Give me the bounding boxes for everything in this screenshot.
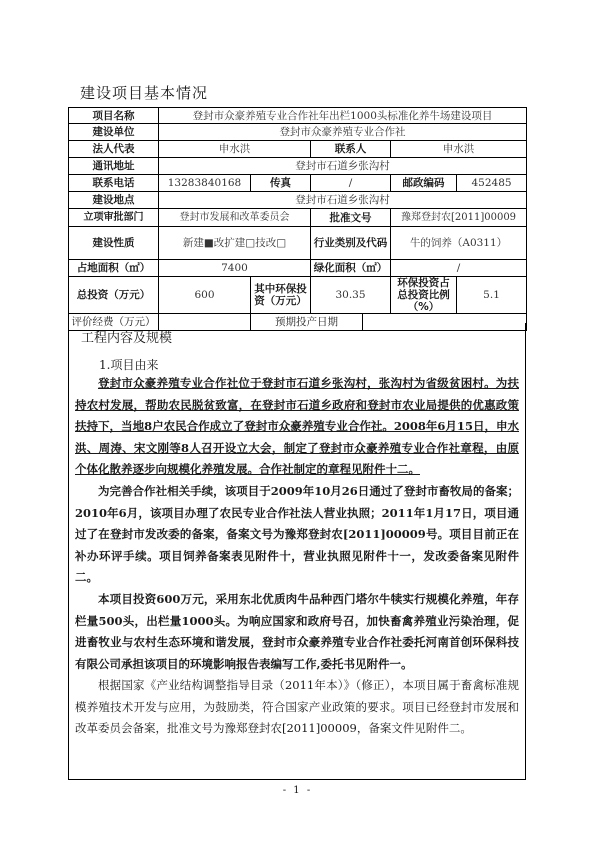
phone-label: 联系电话 (69, 175, 159, 192)
invest-value: 600 (159, 277, 251, 314)
contact-label: 联系人 (311, 141, 391, 158)
legal-rep-label: 法人代表 (69, 141, 159, 158)
basic-info-table (68, 107, 527, 331)
postcode-value: 452485 (457, 175, 527, 192)
contact-value: 申水洪 (391, 141, 527, 158)
page-title: 建设项目基本情况 (80, 84, 209, 102)
prod-date-label: 预期投产日期 (251, 314, 363, 331)
unit-label: 建设单位 (69, 124, 159, 141)
approval-dept-value: 登封市发展和改革委员会 (159, 209, 311, 227)
postcode-label: 邮政编码 (391, 175, 457, 192)
table-row (69, 141, 527, 158)
address-value: 登封市石道乡张沟村 (159, 158, 527, 175)
project-content-box (68, 323, 526, 780)
site-label: 建设地点 (69, 192, 159, 209)
paragraph-origin: 登封市众豪养殖专业合作社位于登封市石道乡张沟村，张沟村为省级贫困村。为扶持农村发展，帮助农民脱贫致富，在登封市石道乡政府和登封市农业局提供的优惠政策扶持下，当地8户农民合作成立了登封市众豪养殖专业合作社。2008年6月15日，申水洪、周涛、宋文刚等8人召开设立大会，制定了登封市众豪养殖专业合作社章程，由原个体化散养逐步向规模化养殖发展。合作社制定的章程见附件十二。 (75, 376, 519, 476)
sub-title: 1.项目由来 (99, 358, 159, 372)
paragraph-procedures: 为完善合作社相关手续，该项目于2009年10月26日通过了登封市畜牧局的备案；2010年6月，该项目办理了农民专业合作社法人营业执照；2011年1月17日，项目通过了在登封市发改委的备案，备案文号为豫郑登封农[2011]00009号。项目目前正在补办环评手续。项目饲养备案表见附件十，营业执照见附件十一，发改委备案见附件二。 (75, 484, 519, 584)
table-row (69, 175, 527, 192)
area-label: 占地面积（㎡） (69, 260, 159, 277)
phone-value: 13283840168 (159, 175, 251, 192)
table-row (69, 260, 527, 277)
env-ratio-value: 5.1 (457, 277, 527, 314)
page-number: - 1 - (282, 785, 313, 796)
green-value: / (391, 260, 527, 277)
table-row (69, 227, 527, 260)
address-label: 通讯地址 (69, 158, 159, 175)
fax-value: / (311, 175, 391, 192)
area-value: 7400 (159, 260, 311, 277)
table-row (69, 192, 527, 209)
industry-value: 牛的饲养（A0311） (391, 227, 527, 260)
table-row (69, 277, 527, 314)
paragraph-policy: 根据国家《产业结构调整指导目录（2011年本）》（修正），本项目属于畜禽标准规模养殖技术开发与应用，为鼓励类，符合国家产业政策的要求。项目已经登封市发展和改革委员会备案，批准文号为豫郑登封农[2011]00009，备案文件见附件二。 (75, 678, 519, 735)
nature-label: 建设性质 (69, 227, 159, 260)
project-name-value: 登封市众豪养殖专业合作社年出栏1000头标准化养牛场建设项目 (159, 108, 527, 124)
approval-no-value: 豫郑登封农[2011]00009 (391, 209, 527, 227)
approval-dept-label: 立项审批部门 (69, 209, 159, 227)
cost-label: 评价经费（万元） (69, 314, 159, 331)
site-value: 登封市石道乡张沟村 (159, 192, 527, 209)
paragraph-investment: 本项目投资600万元，采用东北优质肉牛品种西门塔尔牛犊实行规模化养殖，年存栏量500头，出栏量1000头。为响应国家和政府号召，加快畜禽养殖业污染治理，促进畜牧业与农村生态环境和谐发展，登封市众豪养殖专业合作社委托河南首创环保科技有限公司承担该项目的环境影响报告表编写工作,委托书见附件一。 (75, 592, 519, 671)
table-row (69, 158, 527, 175)
table-row (69, 209, 527, 227)
approval-no-label: 批准文号 (311, 209, 391, 227)
project-name-label: 项目名称 (69, 108, 159, 124)
invest-label: 总投资（万元） (69, 277, 159, 314)
env-invest-label: 其中环保投资（万元） (251, 277, 311, 314)
green-label: 绿化面积（㎡） (311, 260, 391, 277)
unit-value: 登封市众豪养殖专业合作社 (159, 124, 527, 141)
industry-label: 行业类别及代码 (311, 227, 391, 260)
table-row (69, 108, 527, 124)
legal-rep-value: 申水洪 (159, 141, 311, 158)
env-invest-value: 30.35 (311, 277, 391, 314)
section-title: 工程内容及规模 (81, 331, 173, 346)
nature-value: 新建■改扩建□技改□ (159, 227, 311, 260)
env-ratio-label: 环保投资占总投资比例（%） (391, 277, 457, 314)
table-row (69, 124, 527, 141)
fax-label: 传真 (251, 175, 311, 192)
